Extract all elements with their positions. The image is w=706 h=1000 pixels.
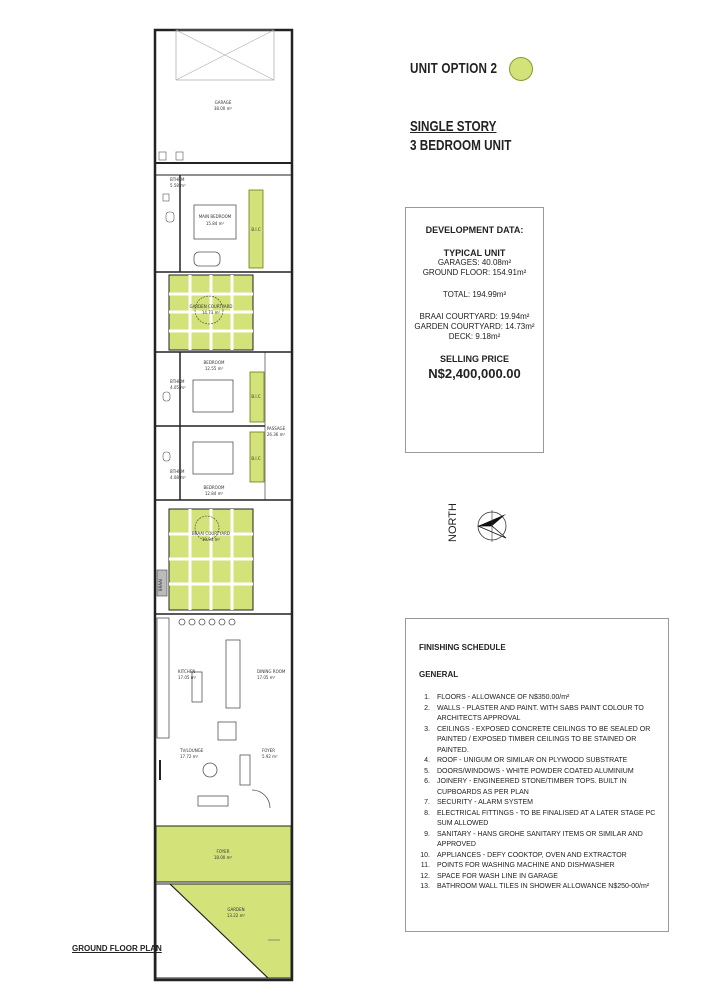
main-bedroom-label: MAIN BEDROOM <box>198 214 232 219</box>
list-item: 9. SANITARY - HANS GROHE SANITARY ITEMS OR SIMILAR AND APPROVED <box>424 830 643 848</box>
finishing-heading: FINISHING SCHEDULE <box>419 643 506 652</box>
list-item: 7. SECURITY - ALARM SYSTEM <box>424 799 533 806</box>
bthrm1-label: BTHRM <box>170 177 185 182</box>
bthrm3-area: 4.08 m² <box>170 475 186 480</box>
deck-area: 18.00 m² <box>213 855 233 860</box>
living-zone <box>155 614 292 808</box>
bic3-label: B.I.C <box>251 456 261 461</box>
typical-unit-heading: TYPICAL UNIT <box>443 248 506 258</box>
passage-label: PASSAGE <box>266 426 286 431</box>
bedroom3-area: 12.84 m² <box>204 491 224 496</box>
bthrm3-label: BTHRM <box>170 469 185 474</box>
garages-value: GARAGES: 40.08m² <box>437 258 512 267</box>
list-item: 6. JOINERY - ENGINEERED STONE/TIMBER TOPS. BUILT IN CUPBOARDS AS PER PLAN <box>424 778 627 796</box>
garden-area: 13.22 m² <box>226 913 246 918</box>
garden-label: GARDEN <box>227 907 245 912</box>
bic1-label: B.I.C <box>251 227 261 232</box>
total-value: TOTAL: 194.99m² <box>442 290 507 299</box>
lounge-area: 17.72 m² <box>180 754 199 759</box>
bthrm1-area: 5.58 m² <box>170 183 186 188</box>
list-item: 11. POINTS FOR WASHING MACHINE AND DISHWASHER <box>420 862 615 869</box>
finishing-schedule-box <box>405 618 669 932</box>
kitchen-label: KITCHEN <box>178 669 196 674</box>
list-item: 1. FLOORS - ALLOWANCE OF N$350.00/m² <box>424 694 570 701</box>
bthrm2-area: 4.05 m² <box>170 385 186 390</box>
dining-label: DINING ROOM <box>257 669 286 674</box>
deck-value: DECK: 9.18m² <box>448 332 501 341</box>
foyer-area: 5.92 m² <box>262 754 278 759</box>
north-arrow <box>440 500 520 550</box>
passage-area: 26.36 m² <box>266 432 286 437</box>
unit-subtitle <box>410 117 511 155</box>
selling-price-label: SELLING PRICE <box>439 354 509 364</box>
list-item: 3. CEILINGS - EXPOSED CONCRETE CEILINGS TO BE SEALED OR PAINTED / EXPOSED TIMBER CEILINGS TO BE STAINED OR PAINTED. <box>424 725 651 754</box>
unit-title: UNIT OPTION 2 <box>410 60 498 77</box>
ground-floor-value: GROUND FLOOR: 154.91m² <box>422 268 527 277</box>
bthrm2-label: BTHRM <box>170 379 185 384</box>
development-heading: DEVELOPMENT DATA: <box>425 225 524 235</box>
list-item: 4. ROOF - UNIGUM OR SIMILAR ON PLYWOOD SUBSTRATE <box>424 757 628 764</box>
north-label: NORTH <box>447 503 459 542</box>
garden-courtyard-label: GARDEN COURTYARD <box>189 304 233 309</box>
deck-zone <box>156 826 291 882</box>
development-data-box <box>405 207 544 453</box>
deck-label: FOYER <box>216 849 230 854</box>
braai-courtyard-area: 19.94 m² <box>201 537 221 542</box>
foyer-label: FOYER <box>262 748 275 753</box>
finishing-list <box>406 693 666 893</box>
garage-label: GARAGE <box>214 100 232 105</box>
subtitle-line-1: SINGLE STORY <box>410 118 497 135</box>
braai-courtyard-label: BRAAI COURTYARD <box>192 531 230 536</box>
list-item: 10. APPLIANCES - DEFY COOKTOP, OVEN AND EXTRACTOR <box>420 851 627 859</box>
braai-courtyard-zone <box>157 509 253 610</box>
list-item: 5. DOORS/WINDOWS - WHITE POWDER COATED ALUMINIUM <box>424 767 634 775</box>
list-item: 2. WALLS - PLASTER AND PAINT. WITH SABS PAINT COLOUR TO ARCHITECTS APPROVAL <box>424 704 644 722</box>
braai-courtyard-value: BRAAI COURTYARD: 19.94m² <box>419 312 530 321</box>
kitchen-area: 17.05 m² <box>178 675 197 680</box>
dining-area: 17.05 m² <box>257 675 276 680</box>
bedroom3-label: BEDROOM <box>203 485 225 490</box>
subtitle-line-2: 3 BEDROOM UNIT <box>410 137 512 154</box>
braai-label: BRAAI <box>158 578 163 592</box>
lounge-label: TV/LOUNGE <box>180 748 204 753</box>
unit-color-dot <box>509 57 533 81</box>
main-bedroom-area: 15.84 m² <box>205 221 225 226</box>
garage-room <box>155 30 292 163</box>
list-item: 12. SPACE FOR WASH LINE IN GARAGE <box>420 872 558 880</box>
garden-zone <box>156 884 291 978</box>
bedroom2-label: BEDROOM <box>203 360 225 365</box>
ground-floor-plan-label: GROUND FLOOR PLAN <box>72 944 162 953</box>
list-item: 8. ELECTRICAL FITTINGS - TO BE FINALISED AT A LATER STAGE PC SUM ALLOWED <box>424 809 656 827</box>
bedroom2-area: 12.55 m² <box>204 366 224 371</box>
bic2-label: B.I.C <box>251 394 261 399</box>
garden-courtyard-area: 14.73 m² <box>201 310 221 315</box>
compass-icon <box>478 510 506 542</box>
list-item: 13. BATHROOM WALL TILES IN SHOWER ALLOWANCE N$250-00/m² <box>420 883 650 890</box>
selling-price-value: N$2,400,000.00 <box>428 366 521 381</box>
garage-area: 38.00 m² <box>213 106 233 111</box>
finishing-subheading: GENERAL <box>419 670 459 679</box>
garden-courtyard-value: GARDEN COURTYARD: 14.73m² <box>414 322 535 331</box>
